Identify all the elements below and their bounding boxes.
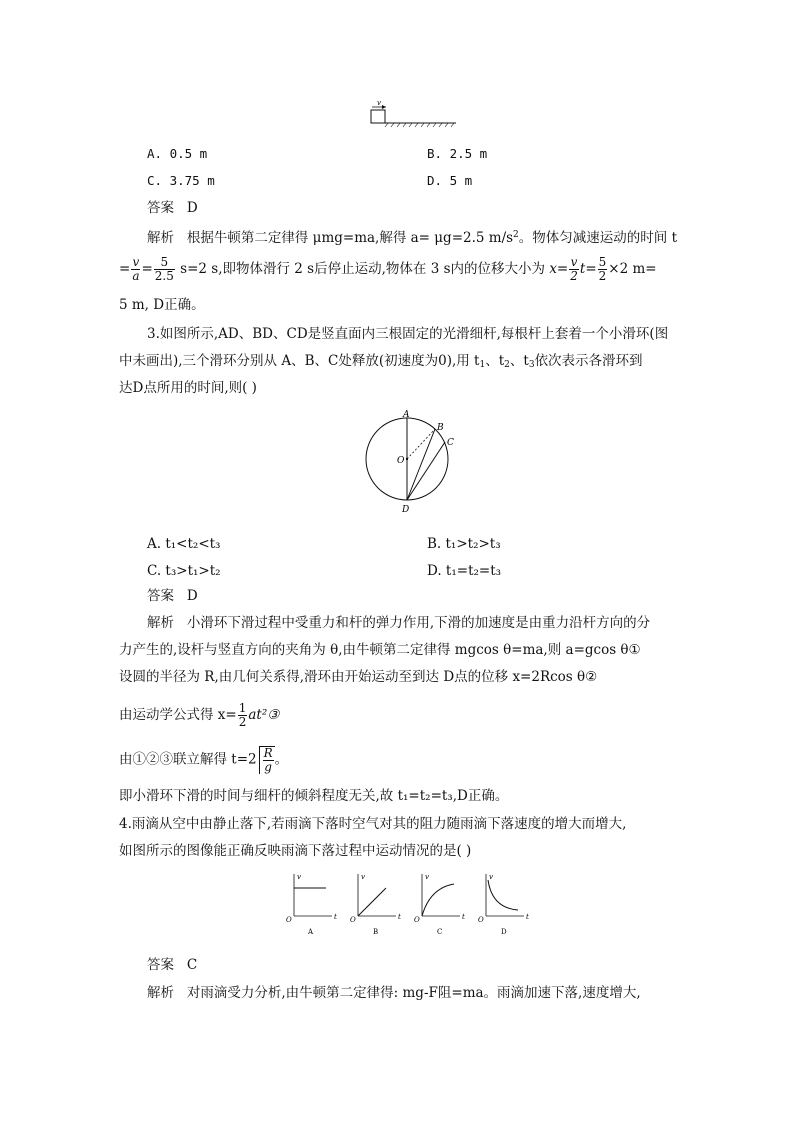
point-b-label: B [437, 423, 444, 433]
fraction-5-over-2: $\frac{5}{2}$ [598, 255, 607, 283]
circle-rods-figure [356, 408, 466, 516]
q4-stem-line-2: 如图所示的图像能正确反映雨滴下落过程中运动情况的是( ) [119, 843, 472, 859]
q3-analysis-line-1: 解析 小滑环下滑过程中受重力和杆的弹力作用,下滑的加速度是由重力沿杆方向的分 [147, 615, 651, 631]
q3-option-d[interactable]: D. t₁=t₂=t₃ [427, 563, 502, 579]
analysis-label: 解析 [147, 985, 174, 1001]
graph-a-label: A [308, 928, 314, 936]
svg-text:O: O [414, 916, 420, 924]
vt-graph-c [414, 873, 465, 936]
velocity-label: v [377, 99, 381, 107]
vt-graph-b [350, 873, 401, 936]
answer-value: D [186, 588, 198, 604]
q3-analysis-line-6: 即小滑环下滑的时间与细杆的倾斜程度无关,故 t₁=t₂=t₃,D正确。 [119, 788, 509, 804]
q4-analysis-line-1: 解析 对雨滴受力分析,由牛顿第二定律得: mg-F阻=ma。雨滴加速下落,速度增大, [147, 985, 641, 1001]
svg-text:t: t [334, 913, 337, 921]
svg-text:t: t [462, 913, 465, 921]
q3-option-c[interactable]: C. t₃>t₁>t₂ [147, 563, 221, 579]
graph-c-label: C [437, 928, 443, 936]
q2-option-b[interactable]: B. 2.5 m [427, 146, 488, 161]
svg-text:O: O [478, 916, 484, 924]
svg-text:O: O [286, 916, 292, 924]
q4-answer [147, 956, 197, 974]
point-c-label: C [447, 438, 454, 448]
answer-label: 答案 [147, 588, 174, 604]
answer-label: 答案 [147, 200, 174, 216]
fraction-one-half: $\frac{1}{2}$ [238, 701, 247, 729]
q3-analysis-line-3: 设圆的半径为 R,由几何关系得,滑环由开始运动至到达 D点的位移 x=2Rcos θ② [119, 669, 598, 685]
vt-graph-a [286, 873, 337, 936]
q2-answer [147, 199, 198, 217]
q3-analysis-line-5: 由①②③联立解得 t=2 $\frac{R}{g}$ 。 [119, 746, 289, 774]
svg-text:v: v [361, 873, 365, 881]
graph-b-label: B [373, 928, 379, 936]
analysis-label: 解析 [147, 615, 174, 631]
answer-value: D [186, 200, 198, 216]
q2-option-a[interactable]: A. 0.5 m [147, 146, 208, 161]
q3-option-a[interactable]: A. t₁<t₂<t₃ [147, 536, 221, 552]
graph-d-label: D [501, 928, 507, 936]
answer-label: 答案 [147, 957, 174, 973]
q2-analysis-line-1: 解析 根据牛顿第二定律得 μmg=ma,解得 a= μg=2.5 $m/s^2$。物体匀减速运动的时间 t [147, 230, 677, 246]
vt-graphs-figure [280, 870, 550, 940]
block-on-surface-figure [366, 98, 458, 130]
point-a-label: A [403, 410, 410, 420]
fraction-v-over-a: $\frac{v}{a}$ [132, 255, 140, 283]
svg-text:v: v [489, 873, 493, 881]
q3-answer [147, 587, 198, 605]
q3-stem-line-3: 达D点所用的时间,则( ) [119, 380, 257, 396]
q2-option-c[interactable]: C. 3.75 m [147, 173, 215, 188]
q2-option-d[interactable]: D. 5 m [427, 173, 473, 188]
q2-analysis-line-2: = $\frac{v}{a}$ = $\frac{5}{2.5}$ s=2 s,即物体滑行 2 s后停止运动,物体在 3 s内的位移大小为 x= $\frac{v}{2}$ t= $\frac{5}{2}$ ×2 m= [119, 255, 657, 283]
point-d-label: D [402, 505, 410, 515]
svg-text:v: v [425, 873, 429, 881]
q3-option-b[interactable]: B. t₁>t₂>t₃ [427, 536, 501, 552]
q3-analysis-line-4: 由运动学公式得 x= $\frac{1}{2}$ at²③ [119, 701, 280, 729]
vt-graph-d [478, 873, 529, 936]
q3-stem-line-1: 3.如图所示,AD、BD、CD是竖直面内三根固定的光滑细杆,每根杆上套着一个小滑环(图 [147, 326, 669, 342]
q4-stem-line-1: 4.雨滴从空中由静止落下,若雨滴下落时空气对其的阻力随雨滴下落速度的增大而增大, [119, 816, 627, 832]
point-o-label: O [397, 456, 405, 466]
svg-text:O: O [350, 916, 356, 924]
fraction-5-over-2.5: $\frac{5}{2.5}$ [154, 255, 174, 283]
svg-text:t: t [398, 913, 401, 921]
q3-analysis-line-2: 力产生的,设杆与竖直方向的夹角为 θ,由牛顿第二定律得 mgcos θ=ma,则 a=gcos θ① [119, 642, 641, 658]
svg-text:t: t [526, 913, 529, 921]
fraction-v-over-2: $\frac{v}{2}$ [570, 255, 578, 283]
analysis-label: 解析 [147, 230, 174, 246]
q3-stem-line-2: 中未画出),三个滑环分别从 A、B、C处释放(初速度为0),用 $t_1$、$t_2$、$t_3$依次表示各滑环到 [119, 353, 643, 370]
answer-value: C [186, 957, 198, 973]
svg-text:v: v [297, 873, 301, 881]
q2-analysis-line-3: 5 m, D正确。 [119, 297, 205, 313]
sqrt-r-over-g: $\frac{R}{g}$ [259, 746, 275, 774]
